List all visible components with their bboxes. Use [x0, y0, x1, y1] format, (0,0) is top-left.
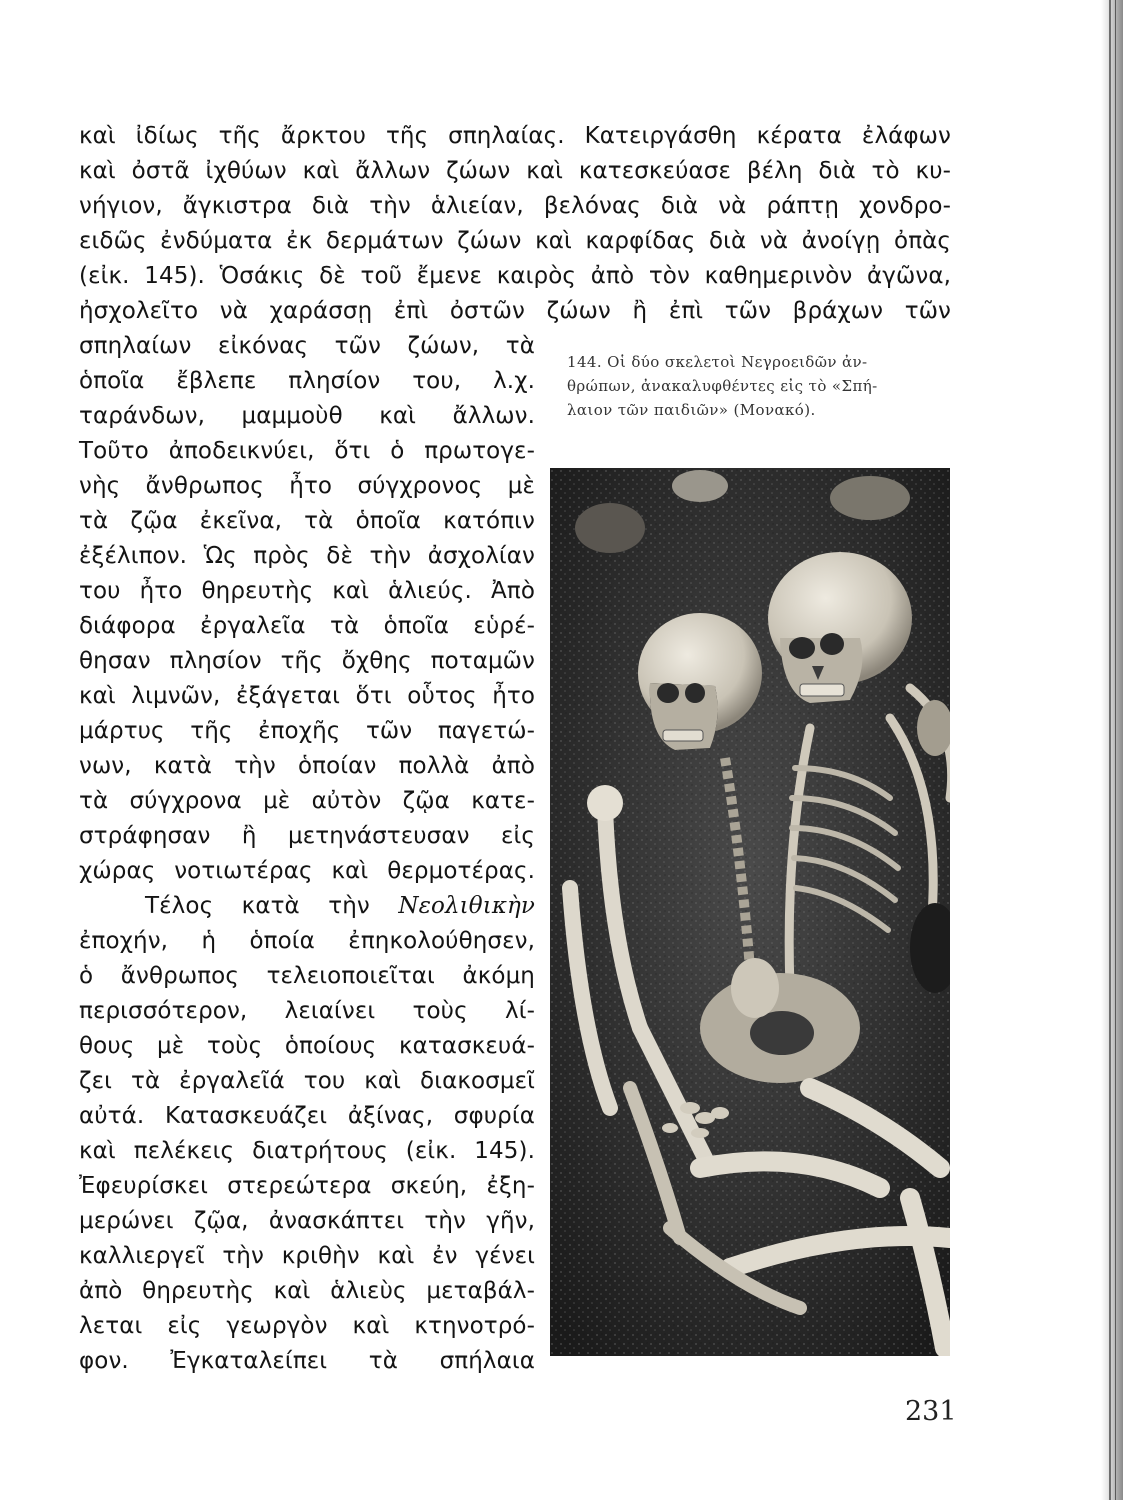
- text-line: ὁ ἄνθρωπος τελειοποιεῖται ἀκόμη: [79, 963, 535, 989]
- text-line: (εἰκ. 145). Ὁσάκις δὲ τοῦ ἔμενε καιρὸς ἀπὸ τὸν καθημερινὸν ἀγῶνα,: [79, 263, 951, 289]
- text-line: τὰ σύγχρονα μὲ αὐτὸν ζῷα κατε-: [79, 788, 535, 814]
- text-line: μερώνει ζῷα, ἀνασκάπτει τὴν γῆν,: [79, 1208, 535, 1234]
- caption-line: 144. Οἱ δύο σκελετοὶ Νεγροειδῶν ἀν-: [567, 353, 868, 371]
- text-line: νὴς ἄνθρωπος ἦτο σύγχρονος μὲ: [79, 473, 535, 499]
- text-line: καὶ πελέκεις διατρήτους (εἰκ. 145).: [79, 1138, 535, 1164]
- text-line: θησαν πλησίον τῆς ὄχθης ποταμῶν: [79, 648, 535, 674]
- text-line: θους μὲ τοὺς ὁποίους κατασκευά-: [79, 1033, 535, 1059]
- text-line-neolithic: [79, 890, 535, 922]
- page-edge: [1101, 0, 1123, 1500]
- caption-line: λαιον τῶν παιδιῶν» (Μονακό).: [567, 401, 816, 419]
- text-line: Ἐφευρίσκει στερεώτερα σκεύη, ἐξη-: [79, 1173, 535, 1199]
- text-line: λεται εἰς γεωργὸν καὶ κτηνοτρό-: [79, 1313, 535, 1339]
- text-line: ὁποῖα ἔβλεπε πλησίον του, λ.χ.: [79, 368, 535, 394]
- text-line: ἐξέλιπον. Ὡς πρὸς δὲ τὴν ἀσχολίαν: [79, 543, 535, 569]
- text-line: περισσότερον, λειαίνει τοὺς λί-: [79, 998, 535, 1024]
- text-line: ζει τὰ ἐργαλεῖά του καὶ διακοσμεῖ: [79, 1068, 535, 1094]
- text-line: ἐποχήν, ἡ ὁποία ἐπηκολούθησεν,: [79, 928, 535, 954]
- text-line: καλλιεργεῖ τὴν κριθὴν καὶ ἐν γένει: [79, 1243, 535, 1269]
- text-line: τὰ ζῷα ἐκεῖνα, τὰ ὁποῖα κατόπιν: [79, 508, 535, 534]
- skeletons-photo: [550, 468, 950, 1356]
- figure-caption: [567, 350, 907, 422]
- text-line: του ἦτο θηρευτὴς καὶ ἁλιεύς. Ἀπὸ: [79, 578, 535, 604]
- text-segment: Τέλος κατὰ τὴν: [145, 893, 370, 919]
- text-line: ἠσχολεῖτο νὰ χαράσσῃ ἐπὶ ὀστῶν ζώων ἢ ἐπὶ τῶν βράχων τῶν: [79, 298, 951, 324]
- text-line: φον. Ἐγκαταλείπει τὰ σπήλαια: [79, 1348, 535, 1374]
- text-line: καὶ ἰδίως τῆς ἄρκτου τῆς σπηλαίας. Κατειργάσθη κέρατα ἐλάφων: [79, 123, 951, 149]
- text-line: καὶ λιμνῶν, ἐξάγεται ὅτι οὗτος ἦτο: [79, 683, 535, 709]
- text-line: αὐτά. Κατασκευάζει ἀξίνας, σφυρία: [79, 1103, 535, 1129]
- italic-term: Νεολιθικὴν: [398, 893, 535, 919]
- skeletons-illustration: [550, 468, 950, 1356]
- text-line: Τοῦτο ἀποδεικνύει, ὅτι ὁ πρωτογε-: [79, 438, 535, 464]
- caption-line: θρώπων, ἀνακαλυφθέντες εἰς τὸ «Σπή-: [567, 377, 878, 395]
- text-line: σπηλαίων εἰκόνας τῶν ζώων, τὰ: [79, 333, 535, 359]
- text-line: μάρτυς τῆς ἐποχῆς τῶν παγετώ-: [79, 718, 535, 744]
- text-line: ταράνδων, μαμμοὺθ καὶ ἄλλων.: [79, 403, 535, 429]
- text-line: ἀπὸ θηρευτὴς καὶ ἁλιεὺς μεταβάλ-: [79, 1278, 535, 1304]
- text-line: ειδῶς ἐνδύματα ἐκ δερμάτων ζώων καὶ καρφίδας διὰ νὰ ἀνοίγῃ ὀπὰς: [79, 228, 951, 254]
- text-line: νήγιον, ἄγκιστρα διὰ τὴν ἁλιείαν, βελόνας διὰ νὰ ράπτῃ χονδρο-: [79, 193, 951, 219]
- text-line: στράφησαν ἢ μετηνάστευσαν εἰς: [79, 823, 535, 849]
- text-line: χώρας νοτιωτέρας καὶ θερμοτέρας.: [79, 858, 535, 884]
- page-number: 231: [905, 1396, 957, 1427]
- text-line: καὶ ὀστᾶ ἰχθύων καὶ ἄλλων ζώων καὶ κατεσκεύασε βέλη διὰ τὸ κυ-: [79, 158, 951, 184]
- text-line: διάφορα ἐργαλεῖα τὰ ὁποῖα εὑρέ-: [79, 613, 535, 639]
- text-line: νων, κατὰ τὴν ὁποίαν πολλὰ ἀπὸ: [79, 753, 535, 779]
